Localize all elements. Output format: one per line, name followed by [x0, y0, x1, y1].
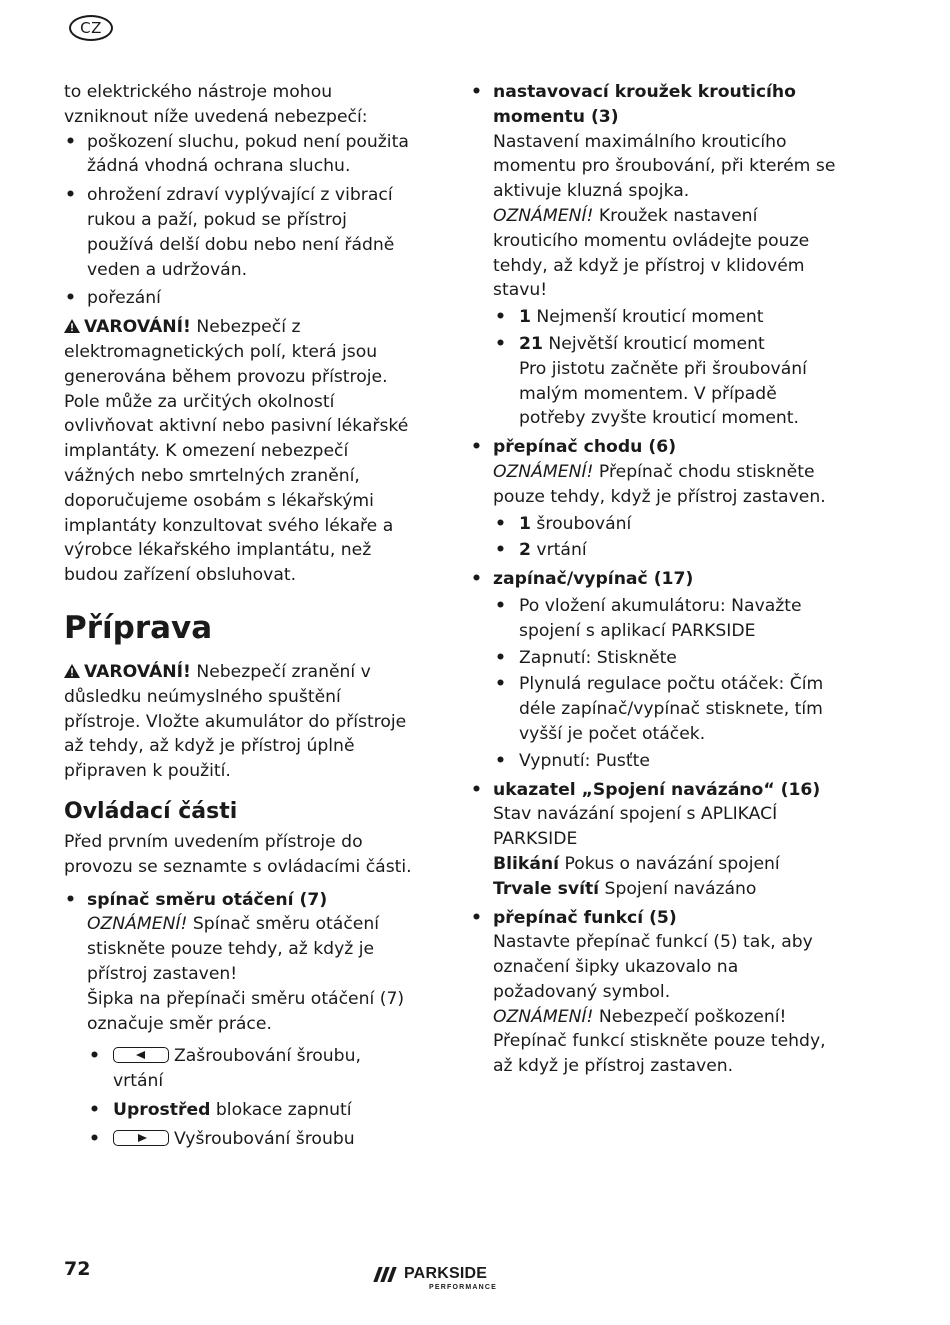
warning-triangle-icon	[64, 319, 80, 333]
sub-bold: 1	[519, 307, 531, 328]
sub-text: Zašroubování šroubu, vrtání	[113, 1046, 361, 1092]
sub-extra: Pro jistotu začněte při šroubování malým momentem. V případě potřeby zvyšte krouticí moment.	[519, 358, 807, 429]
item-title: • ukazatel „Spojení navázáno“ (16)	[493, 779, 821, 800]
warning-label: VAROVÁNÍ!	[84, 317, 191, 338]
notice-label: OZNÁMENÍ!	[493, 205, 594, 226]
item-title: • zapínač/vypínač (17)	[493, 569, 694, 590]
hazard-list	[64, 130, 416, 312]
list-item: • pořezání	[64, 286, 416, 311]
state-bold: Trvale svítí	[493, 878, 600, 899]
list-item	[493, 512, 840, 537]
control-item-on-off-switch	[470, 567, 840, 773]
warning-triangle-icon	[64, 664, 80, 678]
intro-text: to elektrického nástroje mohou vzniknout níže uvedená nebezpečí:	[64, 82, 368, 127]
sub-list	[493, 512, 840, 564]
sub-list	[493, 594, 840, 774]
notice-text: Přepínač chodu stiskněte pouze tehdy, když je přístroj zastaven.	[493, 461, 826, 507]
right-column	[470, 80, 840, 1083]
blink-state	[493, 852, 840, 877]
warning-emf	[64, 315, 416, 588]
notice-text: Spínač směru otáčení stiskněte pouze tehdy, až když je přístroj zastaven!	[87, 914, 380, 984]
item-notice	[493, 1005, 840, 1079]
sub-text: šroubování	[530, 513, 632, 534]
on-state	[493, 877, 840, 902]
item-text: Nastavte přepínač funkcí (5) tak, aby označení šipky ukazovalo na požadovaný symbol.	[493, 932, 813, 1002]
page-number: 72	[64, 1258, 91, 1280]
item-title: • přepínač chodu (6)	[493, 437, 677, 458]
sub-text: Vyšroubování šroubu	[174, 1128, 355, 1149]
list-item: • Vypnutí: Pusťte	[493, 749, 840, 774]
left-column	[64, 80, 416, 1155]
list-item	[493, 538, 840, 563]
warning-label: VAROVÁNÍ!	[84, 661, 191, 682]
list-item	[493, 305, 840, 330]
notice-label: OZNÁMENÍ!	[87, 914, 188, 935]
brand-subline: PERFORMANCE	[429, 1284, 498, 1291]
list-item: • Zapnutí: Stiskněte	[493, 646, 840, 671]
sub-text: blokace zapnutí	[210, 1099, 352, 1120]
item-title: • nastavovací kroužek krouticího momentu (3)	[493, 82, 796, 127]
control-item-connection-indicator	[470, 778, 840, 902]
notice-label: OZNÁMENÍ!	[493, 461, 594, 482]
notice-text: Nebezpečí poškození! Přepínač funkcí stiskněte pouze tehdy, až když je přístroj zastaven.	[493, 1006, 826, 1077]
list-item	[87, 1098, 416, 1123]
state-text: Pokus o navázání spojení	[559, 853, 780, 874]
language-badge: CZ	[69, 15, 113, 41]
sub-list	[87, 1044, 416, 1151]
item-notice	[493, 460, 840, 510]
arrow-left-symbol-icon	[113, 1047, 169, 1063]
list-item: • ohrožení zdraví vyplývající z vibrací rukou a paží, pokud se přístroj používá delší dobu nebo není řádně veden a udržován.	[64, 183, 416, 282]
brand-stripes-icon	[376, 1267, 397, 1282]
warning-text: Nebezpečí z elektromagnetických polí, která jsou generována během provozu přístroje. Pole může za určitých okolností ovlivňovat aktivní nebo pasivní lékařské implantáty. K omezení nebezpečí vážných nebo smrtelných zranění, doporučujeme osobám s lékařskými implantáty konzultovat svého lékaře a výrobce lékařského implantátu, než budou zařízení obsluhovat.	[64, 317, 409, 586]
sub-bold: 21	[519, 333, 543, 354]
sub-bold: Uprostřed	[113, 1099, 211, 1120]
notice-label: OZNÁMENÍ!	[493, 1006, 594, 1027]
control-item-gear-switch	[470, 435, 840, 563]
sub-text: Největší krouticí moment	[542, 333, 765, 354]
item-text: Nastavení maximálního krouticího momentu pro šroubování, při kterém se aktivuje kluzná spojka.	[493, 131, 836, 202]
sub-text: vrtání	[530, 540, 587, 561]
list-item: • Plynulá regulace počtu otáček: Čím déle zapínač/vypínač stisknete, tím vyšší je počet otáček.	[493, 672, 840, 746]
state-bold: Blikání	[493, 853, 560, 874]
sub-text: Nejmenší krouticí moment	[530, 307, 764, 328]
item-title: • přepínač funkcí (5)	[493, 907, 677, 928]
ovladaci-intro: Před prvním uvedením přístroje do provozu se seznamte s ovládacími části.	[64, 831, 412, 877]
notice-text: Kroužek nastavení krouticího momentu ovládejte pouze tehdy, až když je přístroj v klidovém stavu!	[493, 205, 810, 301]
item-text: Šipka na přepínači směru otáčení (7) označuje směr práce.	[87, 988, 405, 1034]
state-text: Spojení navázáno	[599, 878, 757, 899]
item-notice	[87, 912, 416, 986]
arrow-right-symbol-icon	[113, 1130, 169, 1146]
list-item	[87, 1044, 416, 1094]
controls-list-left	[64, 888, 416, 1152]
controls-list-right	[470, 80, 840, 1079]
control-item-direction-switch	[64, 888, 416, 1152]
item-text: Stav navázání spojení s APLIKACÍ PARKSIDE	[493, 804, 778, 850]
brand-logo	[376, 1265, 522, 1299]
sub-bold: 2	[519, 540, 531, 561]
warning-text: Nebezpečí zranění v důsledku neúmyslného spuštění přístroje. Vložte akumulátor do přístroje až tehdy, až když je přístroj úplně připraven k použití.	[64, 661, 407, 782]
list-item: • Po vložení akumulátoru: Navažte spojení s aplikací PARKSIDE	[493, 594, 840, 644]
list-item	[493, 332, 840, 431]
warning-start	[64, 660, 416, 784]
list-item: • poškození sluchu, pokud není použita žádná vhodná ochrana sluchu.	[64, 130, 416, 180]
control-item-function-switch	[470, 906, 840, 1080]
control-item-torque-ring	[470, 80, 840, 431]
brand-name: PARKSIDE	[404, 1265, 488, 1282]
heading-priprava: Příprava	[64, 609, 213, 646]
sub-list	[493, 305, 840, 431]
sub-bold: 1	[519, 513, 531, 534]
heading-ovladaci-casti: Ovládací části	[64, 798, 238, 824]
list-item	[87, 1127, 416, 1152]
item-notice	[493, 204, 840, 303]
item-title: • spínač směru otáčení (7)	[87, 889, 328, 910]
